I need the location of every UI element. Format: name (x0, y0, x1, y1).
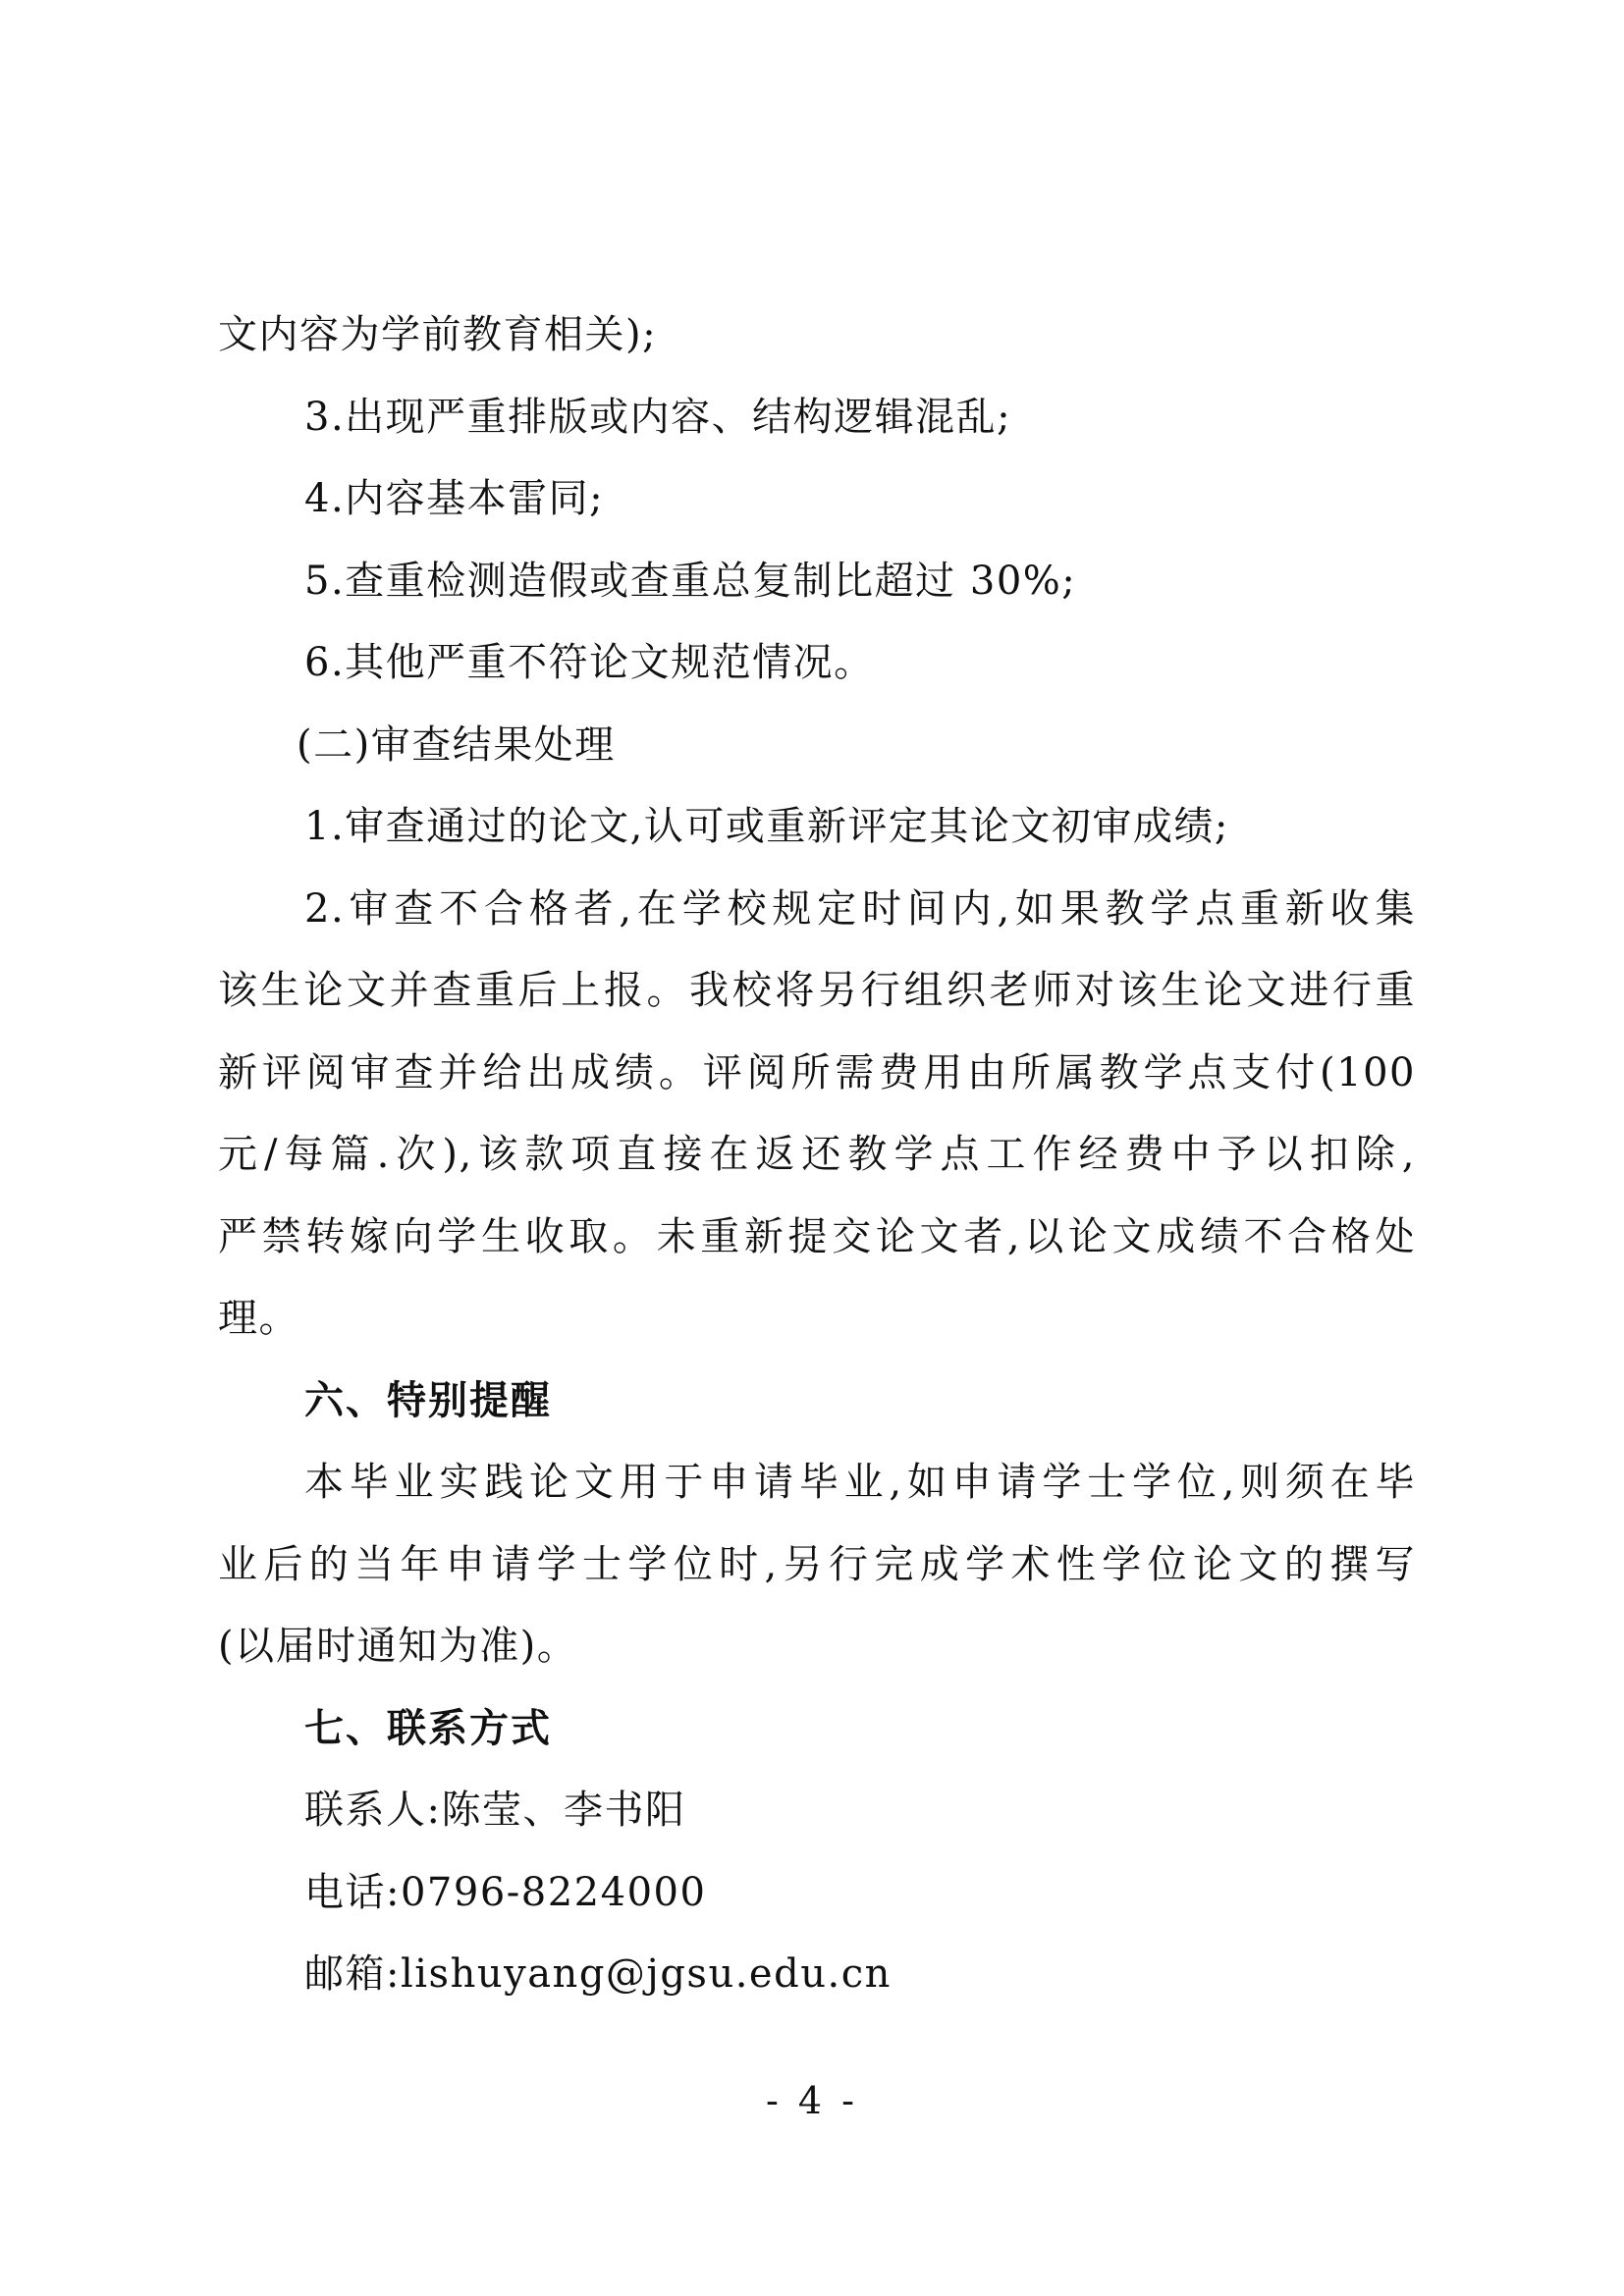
result-item-2-line-4: 元/每篇.次),该款项直接在返还教学点工作经费中予以扣除, (218, 1132, 1416, 1177)
contact-email: 邮箱:lishuyang@jgsu.edu.cn (304, 1951, 892, 1997)
list-item-4: 4.内容基本雷同; (304, 476, 605, 521)
list-item-3: 3.出现严重排版或内容、结构逻辑混乱; (304, 394, 1012, 440)
page-number: - 4 - (765, 2079, 858, 2122)
section-heading-contact: 七、联系方式 (304, 1705, 552, 1751)
result-item-2-line-3: 新评阅审查并给出成绩。评阅所需费用由所属教学点支付(100 (218, 1049, 1416, 1095)
reminder-paragraph-line-1: 本毕业实践论文用于申请毕业,如申请学士学位,则须在毕 (304, 1460, 1416, 1505)
result-item-2-line-5: 严禁转嫁向学生收取。未重新提交论文者,以论文成绩不合格处 (218, 1213, 1416, 1259)
reminder-paragraph-line-3: (以届时通知为准)。 (218, 1624, 578, 1669)
contact-person: 联系人:陈莹、李书阳 (304, 1788, 686, 1833)
result-item-2-line-2: 该生论文并查重后上报。我校将另行组织老师对该生论文进行重 (218, 968, 1416, 1013)
contact-phone: 电话:0796-8224000 (304, 1869, 707, 1915)
list-item-6: 6.其他严重不符论文规范情况。 (304, 640, 875, 685)
result-item-1: 1.审查通过的论文,认可或重新评定其论文初审成绩; (304, 804, 1229, 849)
reminder-paragraph-line-2: 业后的当年申请学士学位时,另行完成学术性学位论文的撰写 (218, 1541, 1416, 1587)
result-item-2-line-6: 理。 (218, 1296, 299, 1341)
list-item-5: 5.查重检测造假或查重总复制比超过 30%; (304, 558, 1077, 604)
text-line-continued: 文内容为学前教育相关); (218, 312, 658, 357)
result-item-2-line-1: 2.审查不合格者,在学校规定时间内,如果教学点重新收集 (304, 885, 1416, 932)
document-body (218, 294, 1416, 2016)
subsection-heading: (二)审查结果处理 (297, 721, 616, 768)
section-heading-reminder: 六、特别提醒 (304, 1377, 552, 1423)
